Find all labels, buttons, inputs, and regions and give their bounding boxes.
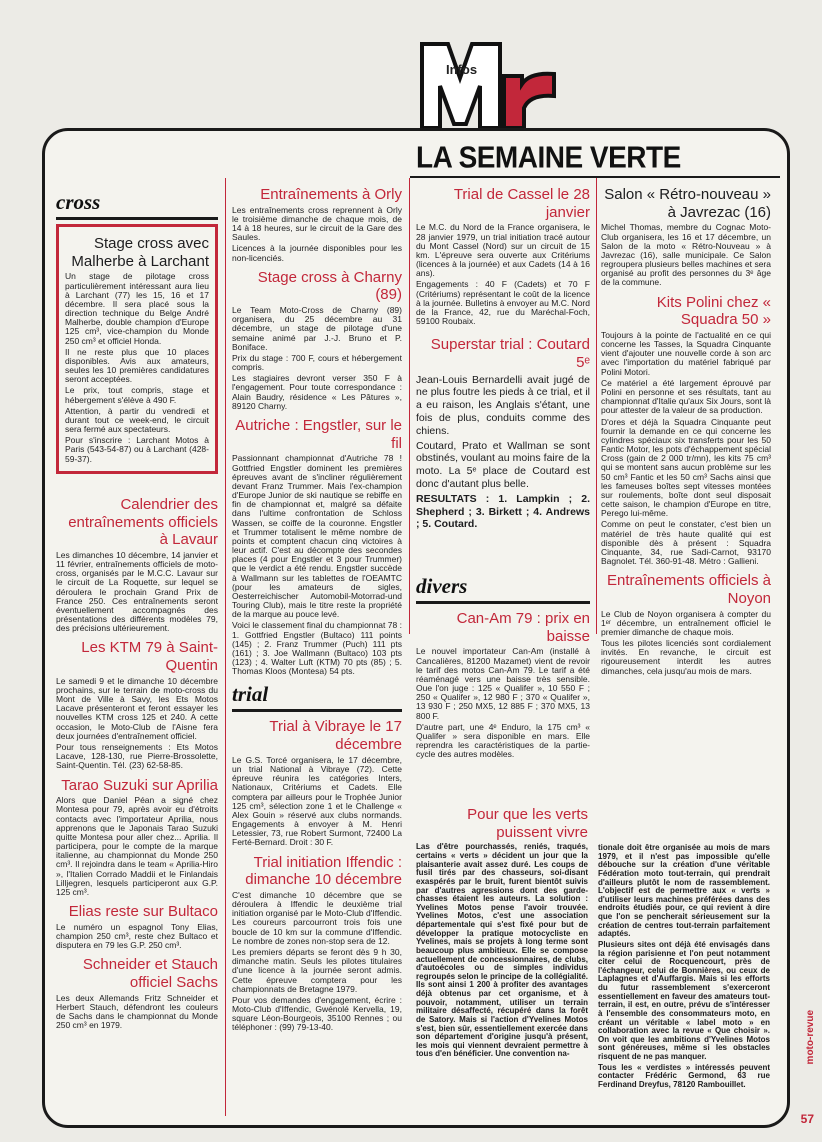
article-body: Licences à la journée disponibles pour les non-licenciés. — [232, 243, 402, 263]
article-body: Toujours à la pointe de l'actualité en ce qui concerne les Tasses, la Squadra Cinquante vient d'ajouter une nouvelle corde à son arc avec l'importation du matériel fabriqué par Polini Motori. — [601, 329, 771, 377]
article-body: Comme on peut le constater, c'est bien un matériel de très haute qualité qui est disponible dès à présent : Squadra Cinquante, 34, rue Sadi-Carnot, 93170 Bagnolet. Tél. 360-91-48. Métro : Gallieni. — [601, 519, 771, 567]
article-body: Tous les « verdistes » intéressés peuvent contacter Frédéric Germond, 63 rue Ferdinand Dreyfus, 78120 Rambouillet. — [598, 1062, 770, 1089]
article-title: Autriche : Engstler, sur le fil — [235, 416, 402, 452]
article-body: Plusieurs sites ont déjà été envisagés dans la région parisienne et l'on peut notamment citer celui de Rocquencourt, près de l'échangeur, celui de Bonnières, ou ceux de Laplagnes et d'Auffargis. Mais si les efforts du futur rassemblement s'exerceront essentiellement en faveur des amateurs tout-terrain, il est, en outre, prévu de s'intéresser à l'ensemble des consommateurs moto, en créant un véritable « label moto » en collaboration avec la revue « Que choisir ». On voit que les ambitions d'Yvelines Motos sont généreuses, même si les obstacles risquent de ne pas manquer. — [598, 939, 770, 1061]
article-title: Stage cross à Charny (89) — [257, 268, 402, 304]
column-4 — [601, 186, 771, 678]
article-body: Pour vos demandes d'engagement, écrire : Moto-Club d'Iffendic, Gwénolé Kervella, 19, square Léon-Bourgeois, 35100 Rennes ; ou téléphoner : (99) 79-13-40. — [232, 994, 402, 1033]
article-body: Le numéro un espagnol Tony Elias, champion 250 cm³, reste chez Bultaco et disputera en 79 les G.P. 250 cm³. — [56, 921, 218, 951]
article-title: Schneider et Stauch officiel Sachs — [82, 956, 218, 991]
article-body: Un stage de pilotage cross particulièrement intéressant aura lieu à Larchant (77) les 15, 16 et 17 décembre. Il sera placé sous la direction technique du Belge André Malherbe, double champion d'Europe 125 cm³, vice-champion du Monde 250 cm³ et officiel Honda. — [65, 271, 209, 346]
article-title: Superstar trial : Coutard 5ᵉ — [430, 336, 590, 371]
article-body: Coutard, Prato et Wallman se sont obstinés, voulant au moins faire de la moto. La 5ᵉ place de Coutard est donc d'autant plus belle. — [416, 439, 590, 491]
verts-article-left — [416, 800, 588, 1061]
article-body: D'ores et déjà la Squadra Cinquante peut fournir la demande en ce qui concerne les cylindres spéciaux six transferts pour les 50 Fantic Motor, les pots d'échappement spécial Cross (gain de 2 000 tr/mn), les kits 75 cm³ qui se montent sans aucun problème sur les 50 cm³ Fantic et les 50 cm³ Sachs ainsi que les fameuses boîtes sept vitesses montées sur roulements, boîte dont seul disposait cette saison, le champion d'Europe en titre, Perego lui-même. — [601, 416, 771, 519]
article-body: Le G.S. Torcé organisera, le 17 décembre, un trial National à Vibraye (72). Cette épreuve réunira les catégories Inters, Nationaux, Critériums et Cadets. Elle comptera par ailleurs pour le Trophée Junior 125 cm³, sélection zone 1 et le Challenge « Alex Gouin » réservé aux clubs normands. Engagements à envoyer à M. Henri Letessier, 73, rue Robert Surmont, 72400 La Ferté-Bernard. Droit : 30 F. — [232, 754, 402, 848]
article-title: Elias reste sur Bultaco — [68, 903, 218, 921]
divers-section-header: divers — [416, 574, 590, 604]
article-body: Michel Thomas, membre du Cognac Moto-Club organisera, les 16 et 17 décembre, un Salon de la moto « Rétro-Nouveau » à Javrezac (16), salle municipale. Ce Salon regroupera plusieurs belles machines et sera organisé au profit des personnes du 3ᵉ âge de la commune. — [601, 222, 771, 288]
article-body: Tous les pilotes licenciés sont cordialement invités. En revanche, le circuit est rigoureusement interdit les autres dimanches, cela jusqu'au mois de mars. — [601, 638, 771, 676]
article-body: Pour s'inscrire : Larchant Motos à Paris (543-54-87) ou à Larchant (428-59-37). — [65, 435, 209, 464]
article-body: Engagements : 40 F (Cadets) et 70 F (Critériums) représentant le coût de la licence à la journée. Bulletins à envoyer au M.C. Nord de la France, 42, rue du Maréchal-Foch, 59100 Roubaix. — [416, 279, 590, 327]
article-body: Les stagiaires devront verser 350 F à l'engagement. Pour toute correspondance : Alain Baudry, résidence « Les Pâtures », 89120 Charny. — [232, 373, 402, 411]
article-title: Entraînements officiels à Noyon — [607, 572, 771, 607]
logo-infos-label: Infos — [446, 62, 478, 77]
article-title: Entraînements à Orly — [260, 186, 402, 203]
divider-3 — [596, 178, 597, 634]
article-body: tionale doit être organisée au mois de mars 1979, et il n'est pas impossible qu'elle débouche sur la création d'une véritable Fédération moto tout-terrain, qui prendrait d'ailleurs plutôt le nom de rassemblement. L'objectif est de permettre aux « verts » d'utiliser leurs machines préférées dans des endroits étudiés pour, ce qui revient à dire que l'on se pencherait sérieusement sur la création de centres tout-terrain parfaitement adaptés. — [598, 843, 770, 939]
article-title: Pour que les verts puissent vivre — [467, 806, 588, 841]
article-title: Les KTM 79 à Saint-Quentin — [81, 639, 218, 675]
article-body: Les deux Allemands Fritz Schneider et Herbert Stauch, défendront les couleurs de Sachs dans le championnat du Monde 250 cm³ en 1979. — [56, 992, 218, 1031]
results-line: RESULTATS : 1. Lampkin ; 2. Shepherd ; 3. Birkett ; 4. Andrews ; 5. Coutard. — [416, 492, 590, 531]
article-title: Kits Polini chez « Squadra 50 » — [656, 293, 771, 329]
article-body: Jean-Louis Bernardelli avait jugé de ne plus foutre les pieds à ce trial, et il a eu raison, les Anglais s'étant, une fois de plus, conduits comme des chiens. — [416, 373, 590, 437]
article-body: Las d'être pourchassés, reniés, traqués, certains « verts » décident un jour que la plaisanterie avait assez duré. Les coups de fusil tirés par des chasseurs, soi-disant exaspérés par le bruit, furent bientôt suivis par d'autres agressions dont des garde-chasses étaient les auteurs. La solution : Yvelines Motos pense l'avoir trouvée. Yvelines Motos, c'est une association départementale qui s'est fixé pour but de développer la pratique motocycliste en Yvelines, mais se projets à long terme sont beaucoup plus ambitieux. Elle se compose actuellement de concessionnaires, de clubs, d'autoécoles ou de simples individus regroupés selon le principe de la collégialité. Ils sont ainsi 1 200 à profiter des avantages déjà obtenus par cet organisme, et à pouvoir, notamment, utiliser un terrain militaire désaffecté, récupéré dans la forêt de Satory. Mais si l'action d'Yvelines Motos s'est, bien sûr, essentiellement exercée dans son département d'origine jusqu'à présent, les mois qui viennent devraient permettre à tous d'en bénéficier. Une convention na- — [416, 842, 588, 1059]
title-rule — [410, 176, 780, 178]
article-body: Les entraînements cross reprennent à Orly le troisième dimanche de chaque mois, de 14 à 18 heures, sur le circuit de la Gare des Saules. — [232, 204, 402, 243]
article-title: Can-Am 79 : prix en baisse — [456, 610, 590, 645]
article-body: Le samedi 9 et le dimanche 10 décembre prochains, sur le terrain de moto-cross du Mont de Ville à Savy, les Ets Motos Lacave présenteront et feront essayer les nouvelles KTM cross 125 et 240. A cette occasion, le Moto-Club de l'Aisne fera deux journées d'entraînement officiel. — [56, 675, 218, 741]
article-body: Ce matériel a été largement éprouvé par Polini en personne et ses résultats, tant au championnat d'Italie qu'aux Six Jours, sont là pour attester de la valeur de sa production. — [601, 377, 771, 416]
trial-section-header: trial — [232, 682, 402, 712]
verts-article-right — [598, 844, 770, 1092]
article-title: Trial initiation Iffendic : dimanche 10 décembre — [245, 853, 402, 889]
column-1 — [56, 190, 218, 1032]
article-body: Le Club de Noyon organisera à compter du 1ᵉʳ décembre, un entraînement officiel le premier dimanche de chaque mois. — [601, 608, 771, 637]
article-body: Le M.C. du Nord de la France organisera, le 28 janvier 1979, un trial initiation tracé autour du Mont Cassel (Nord) sur un circuit de 15 km. L'épreuve sera ouverte aux Critériums (licences à la journée) et aux Cadets (14 à 16 ans). — [416, 222, 590, 279]
article-body: Attention, à partir du vendredi et durant tout ce week-end, le circuit sera fermé aux spectateurs. — [65, 405, 209, 435]
article-title: Trial à Vibraye le 17 décembre — [269, 718, 402, 754]
article-body: Le prix, tout compris, stage et hébergement s'élève à 490 F. — [65, 385, 209, 405]
stage-cross-box — [56, 224, 218, 474]
divers-block — [416, 574, 590, 761]
article-title: Salon « Rétro-nouveau » à Javrezac (16) — [604, 186, 771, 221]
article-body: Les premiers départs se feront dès 9 h 30, dimanche matin. Seuls les pilotes titulaires d'une licence à la journée seront admis. Cette épreuve comptera pour les championnats de Bretagne 1979. — [232, 946, 402, 994]
column-2 — [232, 186, 402, 1035]
divider-1 — [225, 178, 226, 1116]
article-body: Prix du stage : 700 F, cours et hébergement compris. — [232, 352, 402, 373]
article-body: C'est dimanche 10 décembre que se déroulera à Iffendic le deuxième trial initiation organisé par le Moto-Club d'Iffendic. Les coureurs parcourront trois fois une boucle de 10 km sur la commune d'Iffendic. Le nombre de zones non-stop sera de 12. — [232, 889, 402, 946]
divider-2 — [409, 178, 410, 634]
article-body: Il ne reste plus que 10 places disponibles. Avis aux amateurs, seules les 10 premières candidatures seront acceptées. — [65, 346, 209, 385]
article-body: Passionnant championnat d'Autriche 78 ! Gottfried Engstler dominent les premières épreuves avant de s'incliner régulièrement devant Franz Trummer. Mais l'ex-champion d'Europe Junior de ski nautique se rebiffe en fin de championnat et, malgré sa défaite dans l'ultime confrontation de Schloss Wassen, se coiffe de la couronne. Engstler et Trummer totalisent le même nombre de points et comptent chacun cinq victoires à leur actif. C'est au décompte des secondes places (4 pour Engstler et 3 pour Trummer) que le verdict a été rendu. Engstler succède à Wallmann sur les tablettes de l'OEAMTC (pour les amateurs de sigles, Oesterreichischer Automobil-Motorrad-und Touring Club), mais le titre reste la propriété de la marque au pouce levé. — [232, 453, 402, 620]
cross-section-header: cross — [56, 190, 218, 220]
magazine-name-vertical: moto-revue — [805, 1010, 816, 1065]
article-body: Le Team Moto-Cross de Charny (89) organisera, du 25 décembre au 31 décembre, un stage de pilotage d'une semaine animé par J.-J. Bruno et P. Boniface. — [232, 305, 402, 352]
page-number: 57 — [800, 1112, 814, 1126]
page-title: LA SEMAINE VERTE — [416, 140, 681, 175]
article-title: Trial de Cassel le 28 janvier — [453, 186, 590, 221]
article-title: Tarao Suzuki sur Aprilia — [61, 776, 218, 794]
article-body: Voici le classement final du championnat 78 : 1. Gottfried Engstler (Bultaco) 111 points (145) ; 2. Franz Trummer (Puch) 111 pts (161) ; 3. Joe Wallmann (Bultaco) 103 pts (123) ; 4. Walter Luft (KTM) 70 pts (85) ; 5. Thomas Kloos (Montesa) 54 pts. — [232, 620, 402, 677]
article-body: D'autre part, une 4ᵉ Enduro, la 175 cm³ « Qualifer » sera disponible en mars. Elle reprendra les caractéristiques de la partie-cycle des autres modèles. — [416, 721, 590, 760]
article-title: Stage cross avec Malherbe à Larchant — [71, 235, 209, 270]
article-body: Alors que Daniel Péan a signé chez Montesa pour 79, après avoir eu d'étroits contacts avec l'importateur Aprilia, nous apprenons que le Japonais Tarao Suzuki quitte Montesa pour aller chez... Aprilia. Il participera, pour le compte de la marque italienne, au championnat du Monde 250 cm³. Il rejoindra dans le team « Aprilia-Hiro », l'Italien Corrado Maddii et le Finlandais Lilljegren, lesquels participeront aux G.P. 125 cm³. — [56, 795, 218, 897]
article-body: Pour tous renseignements : Ets Motos Lacave, 128-130, rue Pierre-Brossolette, Saint-Quentin. Tél. (23) 62-58-85. — [56, 742, 218, 771]
column-3 — [416, 186, 590, 533]
article-title: Calendrier des entraînements officiels à Lavaur — [68, 495, 218, 549]
moto-revue-logo — [418, 38, 558, 130]
article-body: Les dimanches 10 décembre, 14 janvier et 11 février, entraînements officiels de moto-cross, organisés par le M.C.C. Lavaur sur le circuit de La Roquette, sur lequel se déroulera le prochain Grand Prix de France 250. Ces entraînements seront éventuellement accompagnés des présentations des différents modèles 79, des précisions ultérieurement. — [56, 549, 218, 634]
article-body: Le nouvel importateur Can-Am (installé à Cancalières, 81200 Mazamet) vient de revoir le tarif des motos Can-Am 79. Le tarif a été réaménagé vers une baisse très sensible. Oue l'on juge : 125 « Qualifer », 10 550 F ; 250 « Qualifer », 12 980 F ; 370 « Qualifer », 13 930 F ; 250 MX5, 12 885 F ; 370 MX5, 13 800 F. — [416, 646, 590, 721]
